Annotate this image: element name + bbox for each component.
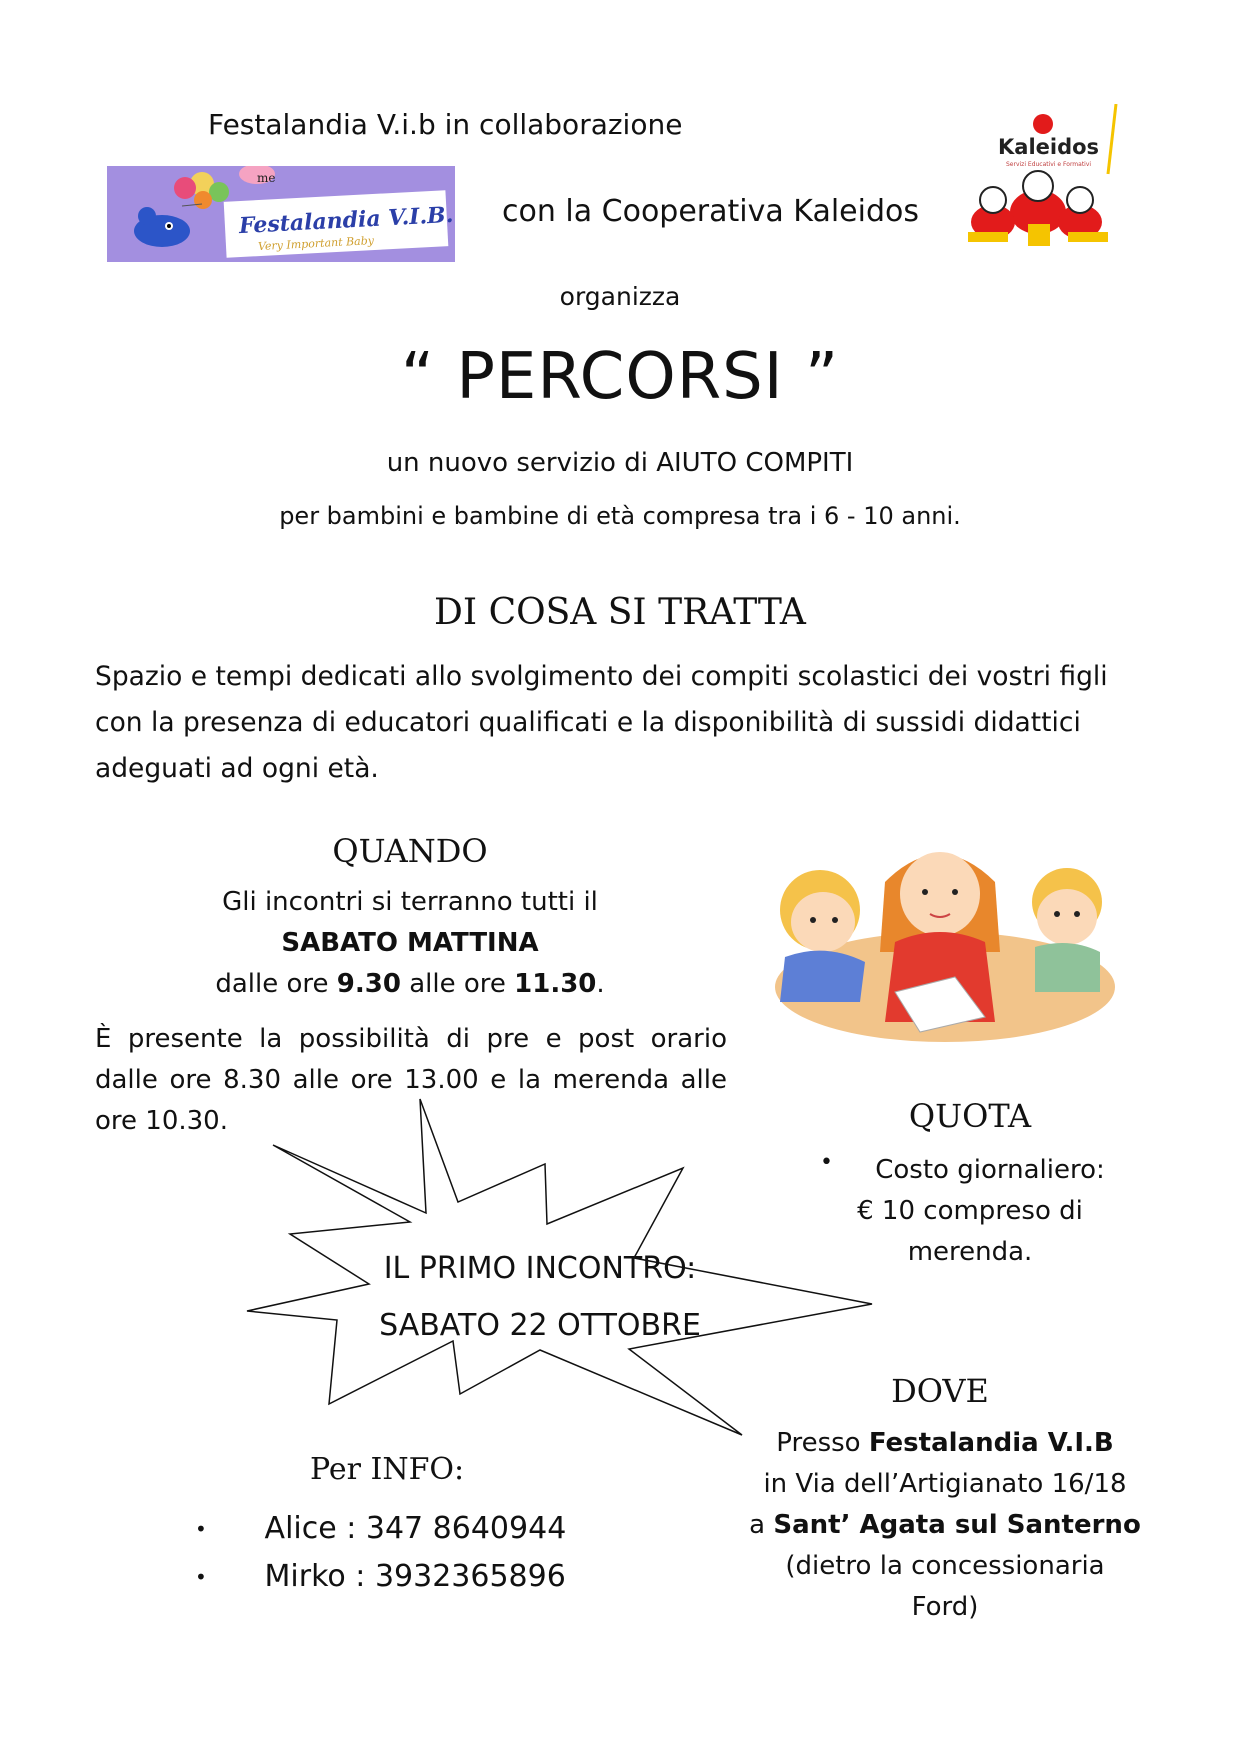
logo-mark-text: me [257,171,276,185]
quota-line-3: merenda. [907,1237,1033,1267]
contact-bullet: • [195,1517,207,1541]
dove-presso-name: Festalandia V.I.B [868,1428,1114,1458]
organizza-label: organizza [559,282,681,311]
cosa-line-3: adeguati ad ogni età. [95,753,379,784]
contact-alice[interactable]: Alice : 347 8640944 [264,1511,567,1546]
first-meeting-text [300,1240,780,1354]
quota-heading: QUOTA [908,1097,1032,1135]
quota-bullet: • [820,1150,833,1175]
logo-festalandia-name: Festalandia V.I.B. [238,201,454,240]
cosa-heading: DI COSA SI TRATTA [434,592,806,633]
dove-heading: DOVE [891,1372,989,1410]
quando-to-label: alle ore [409,969,506,999]
contact-bullet: • [195,1565,207,1589]
info-heading-prefix: Per [310,1452,361,1487]
quando-extra-line-3: ore 10.30. [95,1106,228,1136]
intro-line: Festalandia V.i.b in collaborazione [208,108,683,141]
quota-line-2: € 10 compreso di [857,1196,1083,1226]
dove-city: Sant’ Agata sul Santerno [773,1510,1141,1540]
quando-extra-line-2: dalle ore 8.30 alle ore 13.00 e la merenda alle [95,1065,727,1095]
logo-kaleidos-name: Kaleidos [998,135,1100,159]
festalandia-logo-art [107,166,455,262]
coop-line: con la Cooperativa Kaleidos [502,194,919,229]
quando-from-time: 9.30 [336,969,401,999]
dove-note-1: (dietro la concessionaria [785,1551,1105,1581]
info-heading-label: INFO: [370,1452,465,1487]
dove-body [740,1423,1150,1628]
quando-line-1: Gli incontri si terranno tutti il [222,887,598,917]
first-meeting-line-1: IL PRIMO INCONTRO: [383,1251,697,1286]
info-heading [310,1452,464,1487]
festalandia-logo [107,166,455,262]
dove-presso-label: Presso [776,1428,861,1458]
dove-address: in Via dell’Artigianato 16/18 [763,1469,1127,1499]
dove-note-2: Ford) [911,1592,979,1622]
cosa-description [95,654,1155,792]
dove-city-prefix: a [749,1510,766,1540]
info-contacts [195,1505,566,1601]
cosa-line-2: con la presenza di educatori qualificati e la disponibilità di sussidi didattici [95,707,1081,738]
quando-extra-line-1: È presente la possibilità di pre e post orario [95,1024,727,1054]
logo-festalandia-tagline: Very Important Baby [257,234,375,254]
logo-kaleidos-tagline: Servizi Educativi e Formativi [1006,161,1092,168]
kaleidos-logo [948,104,1128,254]
contact-mirko[interactable]: Mirko : 3932365896 [264,1559,566,1594]
quando-body [150,882,670,1005]
kids-homework-illustration [745,832,1135,1057]
subtitle-age: per bambini e bambine di età compresa tra i 6 - 10 anni. [279,502,961,530]
quando-from-label: dalle ore [215,969,329,999]
cosa-line-1: Spazio e tempi dedicati allo svolgimento dei compiti scolastici dei vostri figli [95,661,1108,692]
quota-line-1: Costo giornaliero: [875,1155,1105,1185]
quando-day: SABATO MATTINA [281,928,539,958]
quando-end: . [596,969,605,999]
contact-item [195,1553,566,1601]
quando-times [150,964,670,1005]
dove-line-1 [740,1423,1150,1464]
page-title: “ PERCORSI ” [400,340,840,414]
subtitle-service: un nuovo servizio di AIUTO COMPITI [386,448,854,478]
quando-to-time: 11.30 [514,969,597,999]
dove-line-3 [740,1505,1150,1546]
contact-item [195,1505,566,1553]
first-meeting-line-2: SABATO 22 OTTOBRE [379,1308,701,1343]
quando-heading: QUANDO [332,832,488,870]
